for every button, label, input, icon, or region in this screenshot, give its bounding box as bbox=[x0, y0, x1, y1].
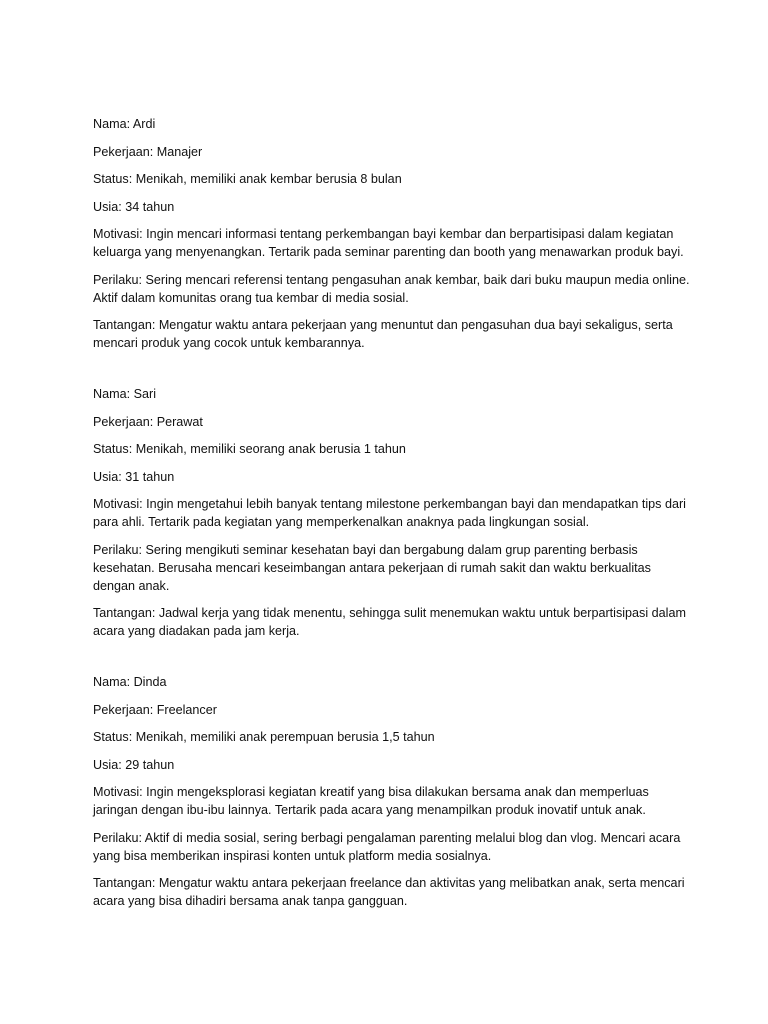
persona-motivation: Motivasi: Ingin mengetahui lebih banyak tentang milestone perkembangan bayi dan mendapatkan tips dari para ahli. Tertarik pada kegiatan yang memperkenalkan anaknya pada lingkungan sosial. bbox=[93, 497, 686, 529]
persona-occupation: Pekerjaan: Manajer bbox=[93, 144, 203, 159]
persona-name: Nama: Sari bbox=[93, 387, 156, 401]
persona-sari bbox=[93, 385, 693, 640]
persona-age: Usia: 31 tahun bbox=[93, 469, 175, 484]
persona-motivation: Motivasi: Ingin mencari informasi tentang perkembangan bayi kembar dan berpartisipasi dalam kegiatan keluarga yang menyenangkan. Tertarik pada seminar parenting dan booth yang menawarkan produk bayi. bbox=[93, 227, 684, 259]
persona-status: Status: Menikah, memiliki seorang anak berusia 1 tahun bbox=[93, 442, 406, 456]
persona-challenge: Tantangan: Mengatur waktu antara pekerjaan freelance dan aktivitas yang melibatkan anak, serta mencari acara yang bisa dihadiri bersama anak tanpa gangguan. bbox=[93, 876, 685, 908]
persona-name: Nama: Dinda bbox=[93, 675, 167, 689]
persona-age: Usia: 29 tahun bbox=[93, 757, 175, 772]
document-page bbox=[93, 115, 693, 920]
persona-occupation: Pekerjaan: Freelancer bbox=[93, 702, 217, 717]
persona-status: Status: Menikah, memiliki anak kembar berusia 8 bulan bbox=[93, 172, 402, 186]
persona-dinda bbox=[93, 673, 693, 910]
persona-behavior: Perilaku: Sering mengikuti seminar kesehatan bayi dan bergabung dalam grup parenting berbasis kesehatan. Berusaha mencari keseimbangan antara pekerjaan di rumah sakit dan waktu berkualitas dengan anak. bbox=[93, 542, 651, 593]
persona-challenge: Tantangan: Jadwal kerja yang tidak menentu, sehingga sulit menemukan waktu untuk berpartisipasi dalam acara yang diadakan pada jam kerja. bbox=[93, 606, 686, 638]
persona-ardi bbox=[93, 115, 693, 352]
persona-behavior: Perilaku: Aktif di media sosial, sering berbagi pengalaman parenting melalui blog dan vlog. Mencari acara yang bisa memberikan inspirasi konten untuk platform media sosialnya. bbox=[93, 830, 681, 863]
persona-challenge: Tantangan: Mengatur waktu antara pekerjaan yang menuntut dan pengasuhan dua bayi sekaligus, serta mencari produk yang cocok untuk kembarannya. bbox=[93, 318, 673, 350]
persona-status: Status: Menikah, memiliki anak perempuan berusia 1,5 tahun bbox=[93, 730, 435, 744]
persona-motivation: Motivasi: Ingin mengeksplorasi kegiatan kreatif yang bisa dilakukan bersama anak dan memperluas jaringan dengan ibu-ibu lainnya. Tertarik pada acara yang menampilkan produk inovatif untuk anak. bbox=[93, 785, 649, 817]
persona-occupation: Pekerjaan: Perawat bbox=[93, 414, 203, 429]
persona-age: Usia: 34 tahun bbox=[93, 199, 175, 214]
persona-behavior: Perilaku: Sering mencari referensi tentang pengasuhan anak kembar, baik dari buku maupun media online. Aktif dalam komunitas orang tua kembar di media sosial. bbox=[93, 272, 690, 305]
persona-name: Nama: Ardi bbox=[93, 117, 156, 131]
